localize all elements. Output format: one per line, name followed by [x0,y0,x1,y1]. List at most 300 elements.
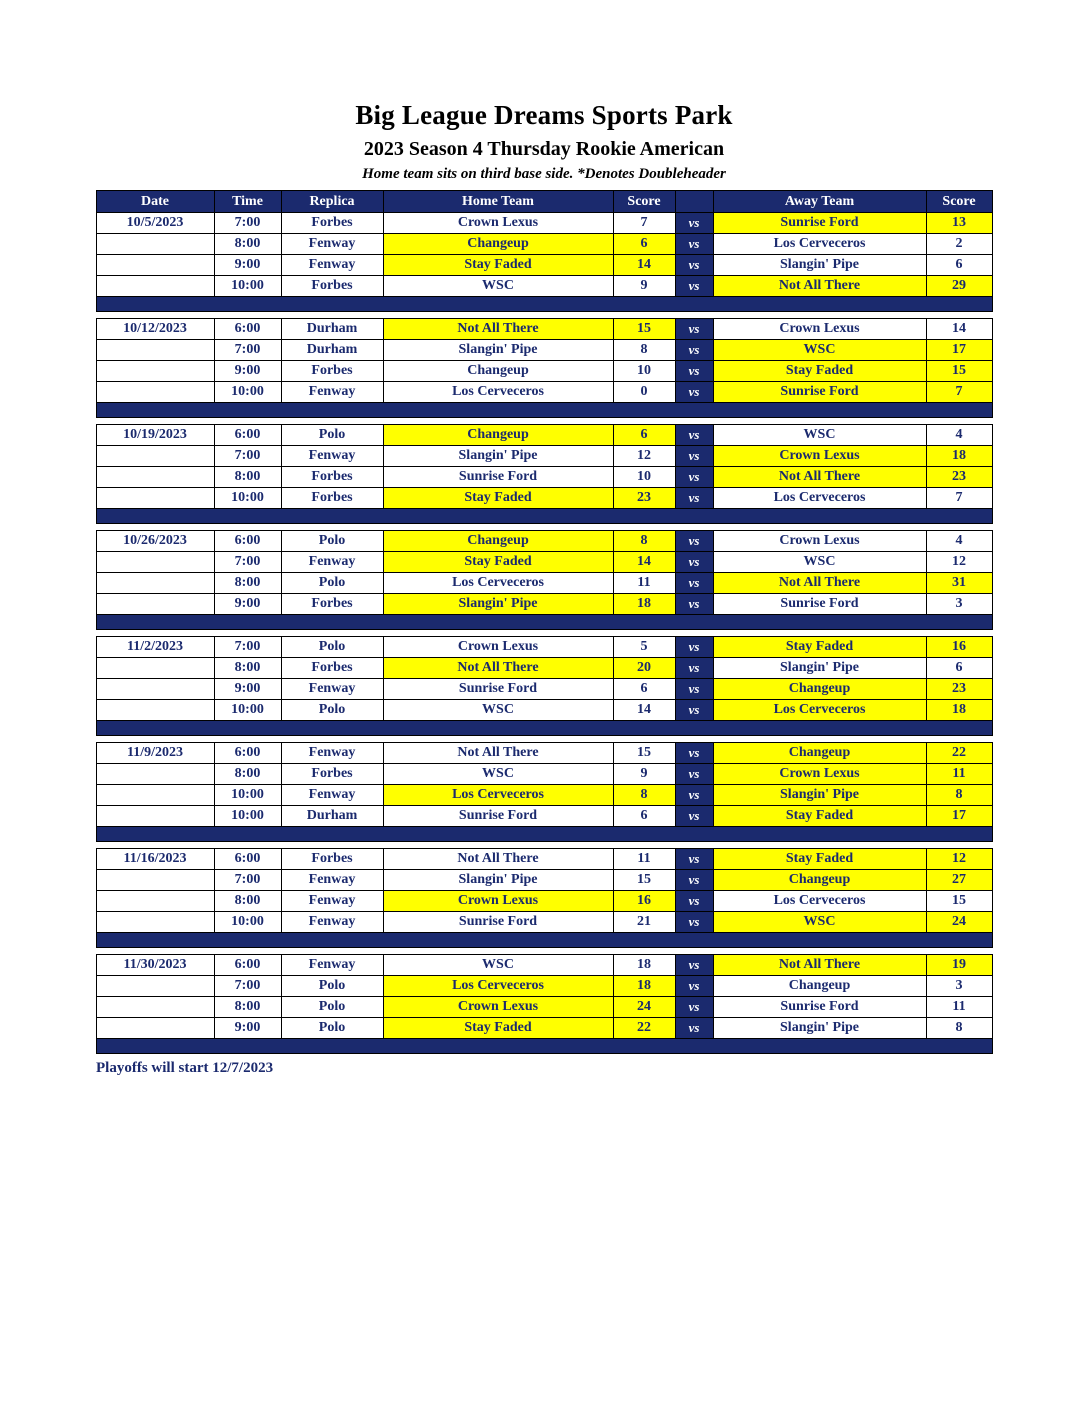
vs-cell: vs [675,976,713,997]
time-cell: 7:00 [214,870,281,891]
away-team-cell: Crown Lexus [713,446,926,467]
date-cell: 10/26/2023 [96,531,214,552]
away-score-cell: 11 [926,764,992,785]
separator-bar [96,933,992,948]
home-score-cell: 7 [613,213,675,234]
replica-cell: Forbes [281,594,383,615]
game-row [96,658,992,679]
home-score-cell: 14 [613,700,675,721]
date-cell [96,976,214,997]
away-team-cell: Slangin' Pipe [713,658,926,679]
replica-cell: Fenway [281,679,383,700]
away-team-cell: WSC [713,912,926,933]
group-gap-row [96,842,992,849]
replica-cell: Polo [281,1018,383,1039]
vs-cell: vs [675,467,713,488]
vs-cell: vs [675,425,713,446]
home-score-cell: 14 [613,255,675,276]
away-score-cell: 16 [926,637,992,658]
game-row [96,234,992,255]
away-team-cell: Stay Faded [713,849,926,870]
away-team-cell: Changeup [713,743,926,764]
replica-cell: Polo [281,573,383,594]
vs-cell: vs [675,891,713,912]
vs-cell: vs [675,955,713,976]
away-score-cell: 12 [926,552,992,573]
group-gap [96,418,992,425]
time-cell: 9:00 [214,1018,281,1039]
game-row [96,891,992,912]
home-score-cell: 6 [613,425,675,446]
away-score-cell: 8 [926,785,992,806]
home-team-cell: Changeup [383,531,613,552]
away-score-cell: 14 [926,319,992,340]
date-cell [96,446,214,467]
time-cell: 10:00 [214,382,281,403]
time-cell: 9:00 [214,361,281,382]
time-cell: 7:00 [214,213,281,234]
game-row [96,743,992,764]
time-cell: 8:00 [214,997,281,1018]
home-score-cell: 6 [613,234,675,255]
home-team-cell: Crown Lexus [383,213,613,234]
away-score-cell: 11 [926,997,992,1018]
time-cell: 8:00 [214,234,281,255]
date-cell [96,912,214,933]
date-cell [96,467,214,488]
replica-cell: Fenway [281,891,383,912]
vs-cell: vs [675,743,713,764]
game-row [96,573,992,594]
away-score-cell: 17 [926,340,992,361]
away-team-cell: WSC [713,552,926,573]
time-cell: 10:00 [214,912,281,933]
group-gap [96,736,992,743]
separator-bar [96,297,992,312]
time-cell: 10:00 [214,806,281,827]
game-row [96,912,992,933]
separator-bar [96,403,992,418]
vs-cell: vs [675,806,713,827]
home-score-cell: 10 [613,467,675,488]
vs-cell: vs [675,700,713,721]
game-row [96,594,992,615]
replica-cell: Fenway [281,255,383,276]
away-team-cell: Los Cerveceros [713,234,926,255]
vs-cell: vs [675,849,713,870]
away-score-cell: 4 [926,425,992,446]
game-row [96,1018,992,1039]
time-cell: 10:00 [214,700,281,721]
date-cell [96,552,214,573]
replica-cell: Forbes [281,488,383,509]
replica-cell: Forbes [281,213,383,234]
date-cell [96,340,214,361]
vs-cell: vs [675,382,713,403]
game-row [96,340,992,361]
date-cell [96,997,214,1018]
away-team-cell: Sunrise Ford [713,213,926,234]
page-title: Big League Dreams Sports Park [355,100,733,130]
home-team-cell: Changeup [383,361,613,382]
home-team-cell: Changeup [383,234,613,255]
away-score-cell: 3 [926,594,992,615]
away-score-cell: 2 [926,234,992,255]
away-score-cell: 19 [926,955,992,976]
time-cell: 6:00 [214,849,281,870]
away-score-cell: 6 [926,658,992,679]
home-team-cell: Not All There [383,658,613,679]
time-cell: 10:00 [214,276,281,297]
game-row [96,997,992,1018]
home-team-cell: Stay Faded [383,488,613,509]
away-team-cell: Changeup [713,976,926,997]
home-score-cell: 0 [613,382,675,403]
away-score-cell: 23 [926,679,992,700]
home-score-cell: 9 [613,276,675,297]
vs-cell: vs [675,255,713,276]
home-score-cell: 14 [613,552,675,573]
schedule-table-body [96,213,992,1054]
away-team-cell: Sunrise Ford [713,594,926,615]
game-row [96,467,992,488]
replica-cell: Fenway [281,743,383,764]
date-cell [96,361,214,382]
home-score-cell: 20 [613,658,675,679]
replica-cell: Durham [281,319,383,340]
home-score-cell: 18 [613,594,675,615]
home-score-cell: 10 [613,361,675,382]
header-away-team: Away Team [713,191,926,213]
home-team-cell: Stay Faded [383,255,613,276]
separator-bar [96,1039,992,1054]
away-score-cell: 24 [926,912,992,933]
home-team-cell: Sunrise Ford [383,912,613,933]
group-gap [96,524,992,531]
away-team-cell: Crown Lexus [713,531,926,552]
home-team-cell: Sunrise Ford [383,679,613,700]
home-score-cell: 11 [613,573,675,594]
header-home-team: Home Team [383,191,613,213]
vs-cell: vs [675,213,713,234]
home-score-cell: 6 [613,679,675,700]
replica-cell: Fenway [281,870,383,891]
date-cell [96,679,214,700]
group-gap [96,842,992,849]
home-score-cell: 21 [613,912,675,933]
date-cell [96,891,214,912]
replica-cell: Forbes [281,467,383,488]
date-cell: 11/9/2023 [96,743,214,764]
vs-cell: vs [675,637,713,658]
vs-cell: vs [675,361,713,382]
date-cell [96,255,214,276]
away-team-cell: Los Cerveceros [713,891,926,912]
replica-cell: Polo [281,997,383,1018]
separator-row [96,297,992,312]
home-score-cell: 24 [613,997,675,1018]
away-score-cell: 7 [926,382,992,403]
replica-cell: Forbes [281,764,383,785]
header-row [96,191,992,213]
away-team-cell: Stay Faded [713,637,926,658]
away-score-cell: 18 [926,700,992,721]
date-cell [96,594,214,615]
time-cell: 6:00 [214,743,281,764]
home-team-cell: Crown Lexus [383,637,613,658]
home-team-cell: WSC [383,276,613,297]
time-cell: 8:00 [214,764,281,785]
home-team-cell: WSC [383,700,613,721]
home-score-cell: 15 [613,870,675,891]
game-row [96,382,992,403]
header-time: Time [214,191,281,213]
separator-bar [96,721,992,736]
home-score-cell: 8 [613,340,675,361]
time-cell: 9:00 [214,255,281,276]
game-row [96,764,992,785]
time-cell: 6:00 [214,531,281,552]
time-cell: 7:00 [214,340,281,361]
date-cell [96,658,214,679]
away-team-cell: Not All There [713,276,926,297]
date-cell [96,785,214,806]
home-team-cell: Not All There [383,849,613,870]
game-row [96,976,992,997]
home-score-cell: 6 [613,806,675,827]
vs-cell: vs [675,764,713,785]
away-score-cell: 17 [926,806,992,827]
home-team-cell: Slangin' Pipe [383,446,613,467]
game-row [96,806,992,827]
group-gap-row [96,312,992,319]
group-gap [96,948,992,955]
game-row [96,679,992,700]
home-score-cell: 9 [613,764,675,785]
header-replica: Replica [281,191,383,213]
date-cell [96,382,214,403]
separator-row [96,615,992,630]
date-cell [96,870,214,891]
home-team-cell: Los Cerveceros [383,976,613,997]
game-row [96,700,992,721]
away-team-cell: Not All There [713,573,926,594]
home-score-cell: 18 [613,955,675,976]
away-score-cell: 6 [926,255,992,276]
game-row [96,488,992,509]
game-row [96,276,992,297]
replica-cell: Forbes [281,658,383,679]
replica-cell: Forbes [281,361,383,382]
time-cell: 7:00 [214,552,281,573]
group-gap-row [96,630,992,637]
away-team-cell: Los Cerveceros [713,700,926,721]
away-score-cell: 18 [926,446,992,467]
away-team-cell: Slangin' Pipe [713,785,926,806]
separator-bar [96,509,992,524]
home-score-cell: 22 [613,1018,675,1039]
vs-cell: vs [675,488,713,509]
away-team-cell: Stay Faded [713,806,926,827]
home-score-cell: 18 [613,976,675,997]
playoffs-note: Playoffs will start 12/7/2023 [96,1060,274,1076]
game-row [96,785,992,806]
home-team-cell: Sunrise Ford [383,467,613,488]
header-date: Date [96,191,214,213]
game-row [96,425,992,446]
date-cell [96,806,214,827]
replica-cell: Fenway [281,955,383,976]
vs-cell: vs [675,446,713,467]
replica-cell: Durham [281,340,383,361]
away-team-cell: Changeup [713,870,926,891]
time-cell: 7:00 [214,637,281,658]
home-team-cell: Changeup [383,425,613,446]
separator-bar [96,615,992,630]
vs-cell: vs [675,594,713,615]
home-score-cell: 8 [613,785,675,806]
replica-cell: Fenway [281,912,383,933]
vs-cell: vs [675,679,713,700]
date-cell: 11/30/2023 [96,955,214,976]
home-team-cell: WSC [383,764,613,785]
separator-row [96,509,992,524]
home-team-cell: Stay Faded [383,552,613,573]
vs-cell: vs [675,531,713,552]
vs-cell: vs [675,870,713,891]
date-cell [96,573,214,594]
away-score-cell: 23 [926,467,992,488]
time-cell: 8:00 [214,467,281,488]
time-cell: 6:00 [214,425,281,446]
away-score-cell: 29 [926,276,992,297]
home-team-cell: Slangin' Pipe [383,340,613,361]
vs-cell: vs [675,573,713,594]
separator-row [96,403,992,418]
away-team-cell: WSC [713,340,926,361]
time-cell: 10:00 [214,785,281,806]
home-team-cell: Crown Lexus [383,891,613,912]
date-cell: 11/16/2023 [96,849,214,870]
away-score-cell: 3 [926,976,992,997]
replica-cell: Forbes [281,849,383,870]
group-gap [96,630,992,637]
vs-cell: vs [675,997,713,1018]
header-away-score: Score [926,191,992,213]
date-cell: 11/2/2023 [96,637,214,658]
home-score-cell: 8 [613,531,675,552]
away-score-cell: 27 [926,870,992,891]
home-team-cell: Not All There [383,319,613,340]
vs-cell: vs [675,234,713,255]
home-score-cell: 16 [613,891,675,912]
group-gap-row [96,524,992,531]
page-subtitle: 2023 Season 4 Thursday Rookie American [363,138,725,160]
replica-cell: Durham [281,806,383,827]
game-row [96,870,992,891]
away-score-cell: 12 [926,849,992,870]
time-cell: 8:00 [214,891,281,912]
replica-cell: Polo [281,976,383,997]
date-cell: 10/5/2023 [96,213,214,234]
time-cell: 9:00 [214,594,281,615]
replica-cell: Fenway [281,785,383,806]
away-score-cell: 15 [926,361,992,382]
vs-cell: vs [675,658,713,679]
time-cell: 7:00 [214,446,281,467]
game-row [96,361,992,382]
away-team-cell: Slangin' Pipe [713,1018,926,1039]
game-row [96,446,992,467]
game-row [96,255,992,276]
game-row [96,531,992,552]
game-row [96,637,992,658]
vs-cell: vs [675,552,713,573]
home-score-cell: 15 [613,319,675,340]
time-cell: 6:00 [214,319,281,340]
away-team-cell: Sunrise Ford [713,382,926,403]
home-team-cell: Los Cerveceros [383,573,613,594]
group-gap-row [96,418,992,425]
time-cell: 10:00 [214,488,281,509]
game-row [96,319,992,340]
away-team-cell: Changeup [713,679,926,700]
away-team-cell: Los Cerveceros [713,488,926,509]
home-score-cell: 23 [613,488,675,509]
date-cell [96,700,214,721]
replica-cell: Fenway [281,382,383,403]
away-team-cell: Not All There [713,955,926,976]
group-gap [96,312,992,319]
home-team-cell: Los Cerveceros [383,785,613,806]
replica-cell: Polo [281,700,383,721]
home-score-cell: 11 [613,849,675,870]
time-cell: 6:00 [214,955,281,976]
date-cell: 10/12/2023 [96,319,214,340]
replica-cell: Fenway [281,234,383,255]
away-score-cell: 22 [926,743,992,764]
game-row [96,552,992,573]
away-team-cell: Crown Lexus [713,764,926,785]
away-score-cell: 31 [926,573,992,594]
away-score-cell: 4 [926,531,992,552]
vs-cell: vs [675,912,713,933]
game-row [96,849,992,870]
time-cell: 9:00 [214,679,281,700]
vs-cell: vs [675,785,713,806]
home-team-cell: Stay Faded [383,1018,613,1039]
header-vs [675,191,713,213]
game-row [96,955,992,976]
vs-cell: vs [675,319,713,340]
separator-row [96,933,992,948]
away-score-cell: 15 [926,891,992,912]
replica-cell: Polo [281,531,383,552]
home-team-cell: Crown Lexus [383,997,613,1018]
group-gap-row [96,736,992,743]
time-cell: 8:00 [214,573,281,594]
home-score-cell: 12 [613,446,675,467]
home-team-cell: WSC [383,955,613,976]
replica-cell: Forbes [281,276,383,297]
header-home-score: Score [613,191,675,213]
replica-cell: Polo [281,637,383,658]
away-team-cell: WSC [713,425,926,446]
separator-row [96,1039,992,1054]
home-team-note: Home team sits on third base side. *Denotes Doubleheader [362,166,726,182]
away-team-cell: Sunrise Ford [713,997,926,1018]
away-team-cell: Crown Lexus [713,319,926,340]
